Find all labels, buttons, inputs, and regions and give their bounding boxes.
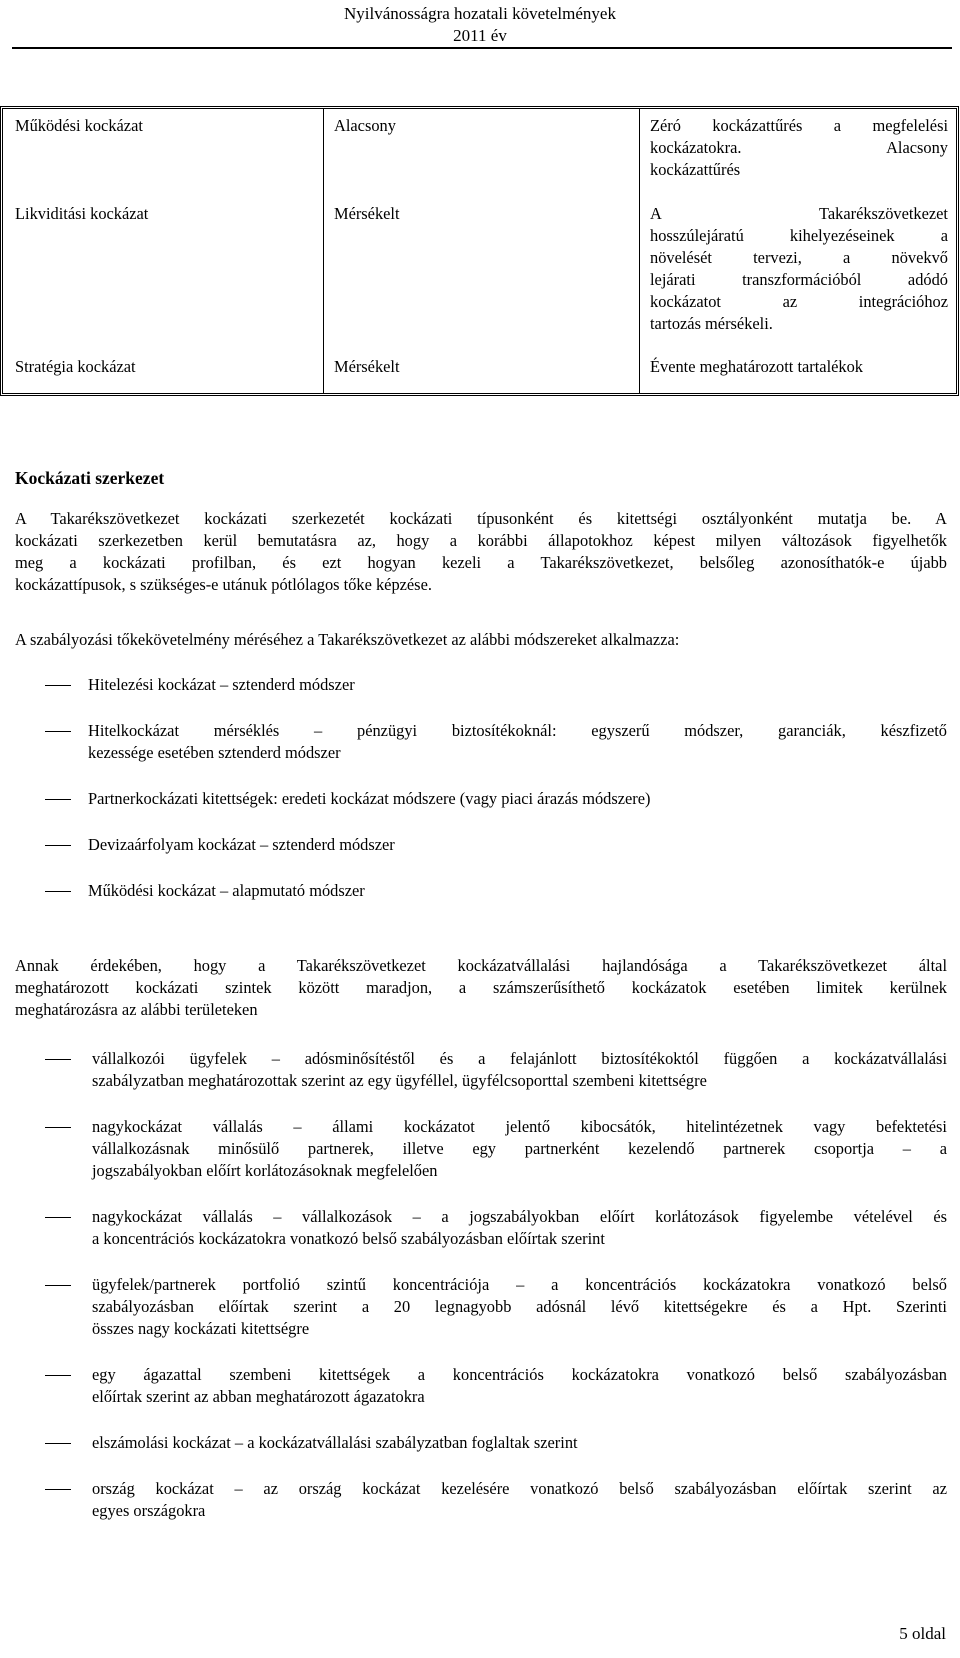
header-year: 2011 év bbox=[453, 26, 507, 45]
section-title: Kockázati szerkezet bbox=[15, 468, 165, 488]
list-item-text bbox=[92, 1048, 947, 1092]
list-item-text bbox=[92, 1206, 947, 1250]
list-item-line: szabályozásban előírtak szerint a 20 legnagyobb adósnál lévő kitettségekre és a Hpt. Szerinti bbox=[92, 1297, 947, 1316]
list-item-line: vállalkozásnak minősülő partnerek, illetve egy partnerként kezelendő partnerek csoportja – a bbox=[92, 1139, 947, 1158]
list-item-text bbox=[92, 1364, 947, 1408]
list-item-line: vállalkozói ügyfelek – adósminősítéstől és a felajánlott biztosítékoktól függően a kockázatvállalási bbox=[92, 1049, 947, 1068]
list-item-text bbox=[88, 720, 947, 764]
desc-line: növelését tervezi, a növekvő bbox=[650, 248, 948, 267]
list-item-text bbox=[92, 1116, 947, 1182]
list-item-text: Partnerkockázati kitettségek: eredeti kockázat módszere (vagy piaci árazás módszere) bbox=[88, 789, 651, 808]
paragraph-line: meghatározott kockázati szintek között maradjon, a számszerűsíthető kockázatok esetében limitek kerülnek bbox=[15, 978, 947, 997]
dash-icon bbox=[45, 731, 71, 732]
desc-line: A Takarékszövetkezet bbox=[650, 204, 948, 223]
list-item-line: ország kockázat – az ország kockázat kezelésére vonatkozó belső szabályozásban előírtak szerint az bbox=[92, 1479, 947, 1498]
desc-line: kockázattűrés bbox=[650, 160, 741, 179]
dash-icon bbox=[45, 685, 71, 686]
table-cell-risk-desc bbox=[650, 115, 948, 181]
desc-line: kockázatot az integrációhoz bbox=[650, 292, 948, 311]
paragraph-line: A Takarékszövetkezet kockázati szerkezetét kockázati típusonként és kitettségi osztályonként mutatja be. A bbox=[15, 509, 947, 528]
list-item-line: Hitelkockázat mérséklés – pénzügyi biztosítékoknál: egyszerű módszer, garanciák, készfizető bbox=[88, 721, 947, 740]
desc-line: kockázatokra. Alacsony bbox=[650, 138, 948, 157]
list-item-line: szabályzatban meghatározottak szerint az egy ügyféllel, ügyfélcsoporttal szembeni kitettségre bbox=[92, 1071, 707, 1090]
list-item-text: elszámolási kockázat – a kockázatvállalási szabályzatban foglaltak szerint bbox=[92, 1433, 578, 1452]
dash-icon bbox=[45, 1285, 71, 1286]
header-divider bbox=[12, 47, 952, 49]
dash-icon bbox=[45, 845, 71, 846]
desc-line: Zéró kockázattűrés a megfelelési bbox=[650, 116, 948, 135]
table-cell-risk-type: Működési kockázat bbox=[15, 116, 143, 135]
table-cell-risk-level: Mérsékelt bbox=[334, 357, 400, 376]
table-cell-risk-type: Stratégia kockázat bbox=[15, 357, 136, 376]
dash-icon bbox=[45, 1443, 71, 1444]
paragraph-line: kockázati szerkezetben kerül bemutatásra az, hogy a korábbi állapotokhoz képest milyen változások figyelhetők bbox=[15, 531, 947, 550]
paragraph-limits-intro bbox=[15, 955, 947, 1021]
list-item-line: ügyfelek/partnerek portfolió szintű koncentrációja – a koncentrációs kockázatokra vonatkozó belső bbox=[92, 1275, 947, 1294]
dash-icon bbox=[45, 1059, 71, 1060]
table-cell-risk-desc bbox=[650, 203, 948, 335]
dash-icon bbox=[45, 799, 71, 800]
table-cell-risk-desc: Évente meghatározott tartalékok bbox=[650, 357, 863, 376]
list-item-text: Devizaárfolyam kockázat – sztenderd módszer bbox=[88, 835, 395, 854]
list-item-line: jogszabályokban előírt korlátozásoknak megfelelően bbox=[92, 1161, 438, 1180]
dash-icon bbox=[45, 1375, 71, 1376]
list-item-line: nagykockázat vállalás – állami kockázatot jelentő kibocsátók, hitelintézetnek vagy befektetési bbox=[92, 1117, 947, 1136]
paragraph-line: kockázattípusok, s szükséges-e utánuk pótlólagos tőke képzése. bbox=[15, 575, 432, 594]
paragraph-line: meg a kockázati profilban, és ezt hogyan kezeli a Takarékszövetkezet, belsőleg azonosíthatók-e újabb bbox=[15, 553, 947, 572]
paragraph-methods-intro: A szabályozási tőkekövetelmény méréséhez a Takarékszövetkezet az alábbi módszereket alkalmazza: bbox=[15, 630, 680, 649]
dash-icon bbox=[45, 1217, 71, 1218]
desc-line: lejárati transzformációból adódó bbox=[650, 270, 948, 289]
list-item-line: a koncentrációs kockázatokra vonatkozó belső szabályozásban előírtak szerint bbox=[92, 1229, 605, 1248]
list-item-text: Hitelezési kockázat – sztenderd módszer bbox=[88, 675, 355, 694]
table-cell-risk-type: Likviditási kockázat bbox=[15, 204, 149, 223]
paragraph-line: meghatározásra az alábbi területeken bbox=[15, 1000, 258, 1019]
list-item-line: kezessége esetében sztenderd módszer bbox=[88, 743, 341, 762]
page-number: 5 oldal bbox=[899, 1624, 946, 1643]
table-cell-risk-level: Alacsony bbox=[334, 116, 396, 135]
desc-line: hosszúlejáratú kihelyezéseinek a bbox=[650, 226, 948, 245]
list-item-text bbox=[92, 1478, 947, 1522]
desc-line: tartozás mérsékeli. bbox=[650, 314, 773, 333]
list-item-text bbox=[92, 1274, 947, 1340]
list-item-line: összes nagy kockázati kitettségre bbox=[92, 1319, 310, 1338]
dash-icon bbox=[45, 1489, 71, 1490]
table-column-divider bbox=[323, 109, 324, 393]
list-item-line: egyes országokra bbox=[92, 1501, 206, 1520]
list-item-line: nagykockázat vállalás – vállalkozások – a jogszabályokban előírt korlátozások figyelembe vételével és bbox=[92, 1207, 947, 1226]
table-cell-risk-level: Mérsékelt bbox=[334, 204, 400, 223]
header-title: Nyilvánosságra hozatali követelmények bbox=[344, 4, 616, 23]
list-item-line: egy ágazattal szembeni kitettségek a koncentrációs kockázatokra vonatkozó belső szabályozásban bbox=[92, 1365, 947, 1384]
list-item-text: Működési kockázat – alapmutató módszer bbox=[88, 881, 365, 900]
paragraph-risk-structure bbox=[15, 508, 947, 596]
dash-icon bbox=[45, 891, 71, 892]
dash-icon bbox=[45, 1127, 71, 1128]
list-item-line: előírtak szerint az abban meghatározott ágazatokra bbox=[92, 1387, 425, 1406]
paragraph-line: Annak érdekében, hogy a Takarékszövetkezet kockázatvállalási hajlandósága a Takarékszövetkezet által bbox=[15, 956, 947, 975]
table-column-divider bbox=[639, 109, 640, 393]
risk-table bbox=[0, 106, 959, 396]
